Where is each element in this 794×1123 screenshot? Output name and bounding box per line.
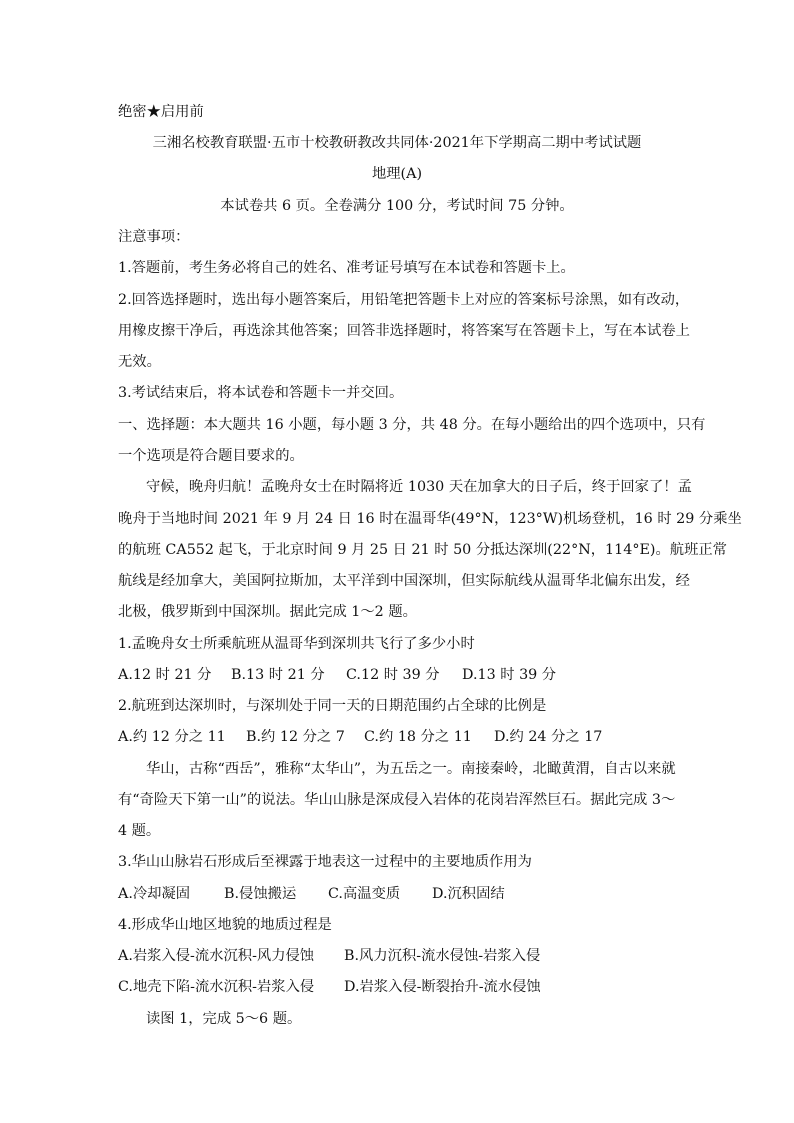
figure-lead-text: 读图 1，完成 5～6 题。 xyxy=(146,1011,302,1027)
question-4-option-d[interactable]: D.岩浆入侵-断裂抬升-流水侵蚀 xyxy=(344,979,541,995)
question-2-option-d[interactable]: D.约 24 分之 17 xyxy=(494,729,603,745)
note-1: 1.答题前，考生务必将自己的姓名、准考证号填写在本试卷和答题卡上。 xyxy=(118,260,575,276)
question-2-option-c[interactable]: C.约 18 分之 11 xyxy=(364,729,472,745)
note-2-line-3: 无效。 xyxy=(118,354,161,370)
section-heading-line-2: 一个选项是符合题目要求的。 xyxy=(118,448,304,464)
question-3-option-c[interactable]: C.高温变质 xyxy=(328,886,401,902)
exam-title: 三湘名校教育联盟·五市十校教研教改共同体·2021年下学期高二期中考试试题 xyxy=(152,135,642,151)
section-heading-line-1: 一、选择题：本大题共 16 小题，每小题 3 分，共 48 分。在每小题给出的四个选项中，只有 xyxy=(118,417,706,433)
question-4-options-row-1 xyxy=(118,946,540,966)
passage-2-line-2: 有“奇险天下第一山”的说法。华山山脉是深成侵入岩体的花岗岩浑然巨石。据此完成 3～ xyxy=(118,792,676,808)
question-4-options-row-2 xyxy=(118,977,541,997)
question-1-option-c[interactable]: C.12 时 39 分 xyxy=(346,667,440,683)
note-2-line-1: 2.回答选择题时，选出每小题答案后，用铅笔把答题卡上对应的答案标号涂黑，如有改动， xyxy=(118,292,690,308)
question-3-option-d[interactable]: D.沉积固结 xyxy=(432,886,505,902)
notes-heading: 注意事项： xyxy=(118,229,190,245)
passage-1-line-1: 守候，晚舟归航！孟晚舟女士在时隔将近 1030 天在加拿大的日子后，终于回家了！孟 xyxy=(146,479,692,495)
question-1-options xyxy=(118,665,556,685)
question-1-stem: 1.孟晚舟女士所乘航班从温哥华到深圳共飞行了多少小时 xyxy=(118,636,475,652)
question-3-option-a[interactable]: A.冷却凝固 xyxy=(118,886,191,902)
question-4-option-a[interactable]: A.岩浆入侵-流水沉积-风力侵蚀 xyxy=(118,948,315,964)
question-1-option-a[interactable]: A.12 时 21 分 xyxy=(118,667,212,683)
note-2-line-2: 用橡皮擦干净后，再选涂其他答案；回答非选择题时，将答案写在答题卡上，写在本试卷上 xyxy=(118,323,690,339)
question-3-stem: 3.华山山脉岩石形成后至裸露于地表这一过程中的主要地质作用为 xyxy=(118,854,532,870)
note-3: 3.考试结束后，将本试卷和答题卡一并交回。 xyxy=(118,385,404,401)
question-2-stem: 2.航班到达深圳时，与深圳处于同一天的日期范围约占全球的比例是 xyxy=(118,698,547,714)
secret-label: 绝密★启用前 xyxy=(118,104,204,120)
question-2-options xyxy=(118,727,602,747)
question-2-option-a[interactable]: A.约 12 分之 11 xyxy=(118,729,226,745)
question-4-option-c[interactable]: C.地壳下陷-流水沉积-岩浆入侵 xyxy=(118,979,315,995)
question-1-option-b[interactable]: B.13 时 21 分 xyxy=(231,667,325,683)
question-3-option-b[interactable]: B.侵蚀搬运 xyxy=(224,886,297,902)
passage-1-line-3: 的航班 CA552 起飞，于北京时间 9 月 25 日 21 时 50 分抵达深圳(22°N，114°E)。航班正常 xyxy=(118,542,727,558)
question-2-option-b[interactable]: B.约 12 分之 7 xyxy=(246,729,345,745)
subject-title: 地理(A) xyxy=(371,166,423,182)
question-4-option-b[interactable]: B.风力沉积-流水侵蚀-岩浆入侵 xyxy=(344,948,541,964)
passage-1-line-4: 航线是经加拿大，美国阿拉斯加，太平洋到中国深圳，但实际航线从温哥华北偏东出发，经 xyxy=(118,573,690,589)
passage-1-line-2: 晚舟于当地时间 2021 年 9 月 24 日 16 时在温哥华(49°N，123°W)机场登机，16 时 29 分乘坐 xyxy=(118,511,742,527)
exam-info: 本试卷共 6 页。全卷满分 100 分，考试时间 75 分钟。 xyxy=(220,198,574,214)
passage-1-line-5: 北极，俄罗斯到中国深圳。据此完成 1～2 题。 xyxy=(118,604,417,620)
question-4-stem: 4.形成华山地区地貌的地质过程是 xyxy=(118,917,332,933)
passage-2-line-3: 4 题。 xyxy=(118,823,161,839)
question-3-options xyxy=(118,884,505,904)
passage-2-line-1: 华山，古称“西岳”，雅称“太华山”，为五岳之一。南接秦岭，北瞰黄渭，自古以来就 xyxy=(146,761,676,777)
question-1-option-d[interactable]: D.13 时 39 分 xyxy=(462,667,557,683)
